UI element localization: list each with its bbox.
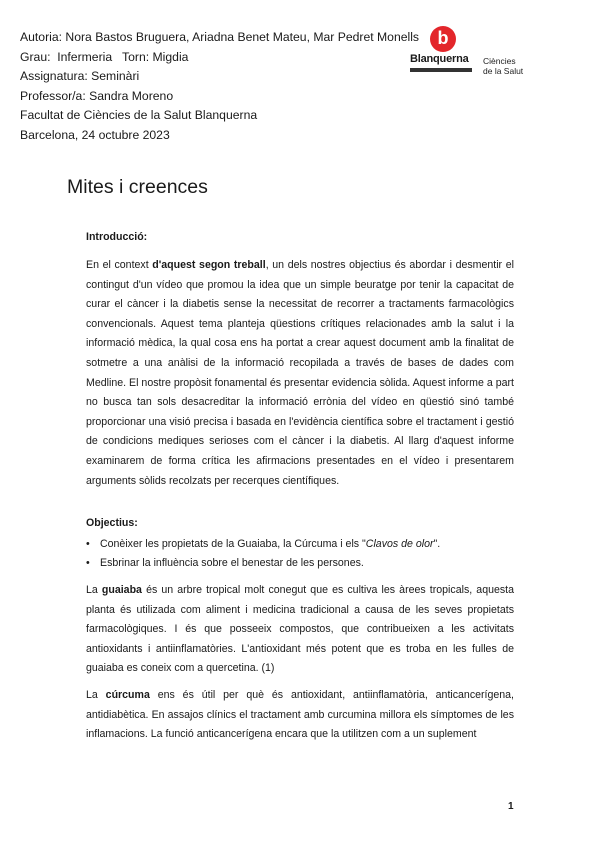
guaiaba-pre: La [86, 584, 102, 596]
objectius-heading: Objectius: [86, 517, 138, 529]
header-professor: Professor/a: Sandra Moreno [20, 88, 174, 103]
objective-1-italic: Clavos de olor [365, 538, 434, 550]
guaiaba-bold: guaiaba [101, 584, 142, 596]
curcuma-bold: cúrcuma [105, 689, 150, 701]
objective-2-text: Esbrinar la influència sobre el benestar de les persones. [100, 557, 364, 569]
list-item [86, 554, 526, 573]
intro-heading: Introducció: [86, 231, 148, 243]
logo-brand: Blanquerna [410, 53, 469, 65]
document-header [20, 28, 419, 145]
list-item [86, 535, 526, 554]
blanquerna-b-icon: b [430, 26, 456, 52]
bullet-icon: • [86, 557, 90, 569]
guaiaba-section [86, 581, 514, 679]
page-title: Mites i creences [67, 176, 208, 198]
intro-bold: d'aquest segon treball [152, 259, 266, 271]
curcuma-paragraph [86, 686, 514, 745]
bullet-icon: • [86, 538, 90, 550]
intro-heading-wrap [86, 231, 514, 243]
logo-subtitle [483, 56, 523, 76]
curcuma-pre: La [86, 689, 106, 701]
intro-text-rest: , un dels nostres objectius és abordar i desmentir el contingut d'un vídeo que promou la idea que un simple beuratge por tenir la capacitat de curar el càncer i la diabetis sense la necessitat de recorrer a tractaments farmacològics convencionals. Aquest tema planteja qüestions crítiques relacionades amb la salut i la informació mèdica, la qual cosa ens ha portat a crear aquest document amb la finalitat de sotmetre a una anàlisi de la informació recopilada a través de bases de dades com Medline. El nostre propòsit fonamental és presentar evidencia sòlida. Aquest informe a part no busca tan sols desacreditar la informació errònia del vídeo en qüestió sinó també proporcionar una visió precisa i basada en l'evidència científica sobre el tractament i gestió de condicions mediques serioses com el càncer i la diabetis. Al llarg d'aquest informe examinarem de forma crítica les afirmacions presentades en el vídeo i presentarem arguments sòlids recolzats per recerques científiques. [86, 259, 514, 487]
guaiaba-text: és un arbre tropical molt conegut que es cultiva les àrees tropicals, aquesta planta és utilizada com aliment i medicina tradicional a causa de les seves propietats farmacològiques. I és que posseeix compostos, que contribueixen a les activitats antioxidants i antiinflamatòries. L'antioxidant més potent que es troba en les fulles de guaiaba es coneix com a quercetina. (1) [86, 584, 514, 675]
curcuma-section [86, 686, 514, 745]
header-faculty: Facultat de Ciències de la Salut Blanquerna [20, 108, 258, 122]
objective-1-text: Conèixer les propietats de la Guaiaba, la Cúrcuma i els " [100, 538, 366, 550]
curcuma-text: ens és útil per què és antioxidant, antiinflamatòria, anticancerígena, antidiabètica. En assajos clínics el tractament amb curcumina millora els símptomes de les inflamacions. La funció anticancerígena encara que la utilitzen com a un suplement [86, 689, 514, 741]
header-date: Barcelona, 24 octubre 2023 [20, 127, 170, 142]
intro-text-start: En el context [86, 259, 153, 271]
objective-1-end: ". [433, 538, 441, 550]
header-subject: Assignatura: Seminàri [20, 69, 140, 83]
intro-paragraph [86, 256, 514, 491]
page-number: 1 [508, 801, 514, 812]
objectius-list [86, 535, 526, 573]
intro-section [86, 256, 514, 491]
header-degree: Grau: Infermeria Torn: Migdia [20, 49, 189, 64]
blanquerna-logo [408, 26, 528, 80]
guaiaba-paragraph [86, 581, 514, 679]
header-authors: Autoria: Nora Bastos Bruguera, Ariadna Benet Mateu, Mar Pedret Monells [20, 30, 420, 44]
logo-subtitle-line1: Ciències [483, 56, 516, 66]
objectius-heading-wrap [86, 517, 514, 529]
logo-strip [410, 68, 472, 72]
logo-subtitle-line2: de la Salut [483, 66, 524, 76]
